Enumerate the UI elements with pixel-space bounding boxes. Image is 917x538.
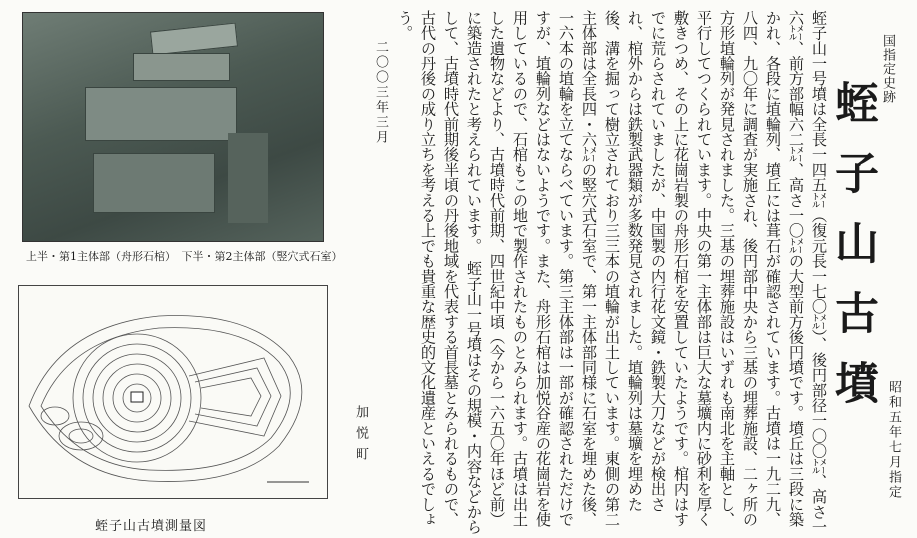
category-label: 国指定史跡 bbox=[880, 34, 895, 104]
page-title: 蛭子山古墳 bbox=[827, 80, 878, 430]
map-caption: 蛭子山古墳測量図 bbox=[95, 519, 208, 534]
description-text: 蛭子山一号墳は全長一四五㍍（復元長一七〇㍍）、後円部径一〇〇㍍、高さ一六㍍、前方部幅六二㍍、高さ一〇㍍の大型前方後円墳です。墳丘は三段に築かれ、各段に埴輪列、墳丘には葺石が確認されています。古墳は一九二九、八四、九〇年に調査が実施され、後円部中央から三基の埋葬施設、二ヶ所の方形埴輪列が発見されました。三基の埋葬施設はいずれも南北を主軸とし、平行してつくられています。中央の第一主体部は巨大な墓壙内に砂利を厚く敷きつめ、その上に花崗岩製の舟形石棺を安置していたようです。棺内はすでに荒らされていましたが、中国製の内行花文鏡・鉄製大刀などが検出され、棺外からは鉄製武器類が多数発見されました。埴輪列は墓壙を埋めた後、溝を掘って樹立されており三三本の埴輪が出土しています。東側の第二主体部は全長四・六㍍の竪穴式石室で、第一主体部同様に石室を埋めた後、一六本の埴輪を立てならべています。第三主体部は一部が確認されただけですが、埴輪列などはないようです。また、舟形石棺は加悦谷産の花崗岩を使用しているので、石棺もこの地で製作されたものとみられます。古墳は出土した遺物などより、古墳時代前期、四世紀中頃（今から一六五〇年ほど前）に築造されたと考えられています。 蛭子山一号墳はその規模・内容などからして、古墳時代前期後半頃の丹後地域を代表する首長墓とみられるもので、古代の丹後の成り立ちを考える上でも貴重な歴史的文化遺産といえるでしょう。 bbox=[396, 10, 828, 535]
survey-map bbox=[18, 285, 328, 499]
author-town: 加悦町 bbox=[353, 405, 368, 468]
photo-caption: 上半・第1主体部（舟形石棺） 下半・第2主体部（竪穴式石室） bbox=[26, 250, 343, 263]
designation-date: 昭和五年七月指定 bbox=[886, 380, 901, 500]
publication-date: 二〇〇三年三月 bbox=[373, 40, 388, 145]
contour-map-graphic bbox=[19, 286, 327, 498]
excavation-photo bbox=[22, 12, 324, 242]
